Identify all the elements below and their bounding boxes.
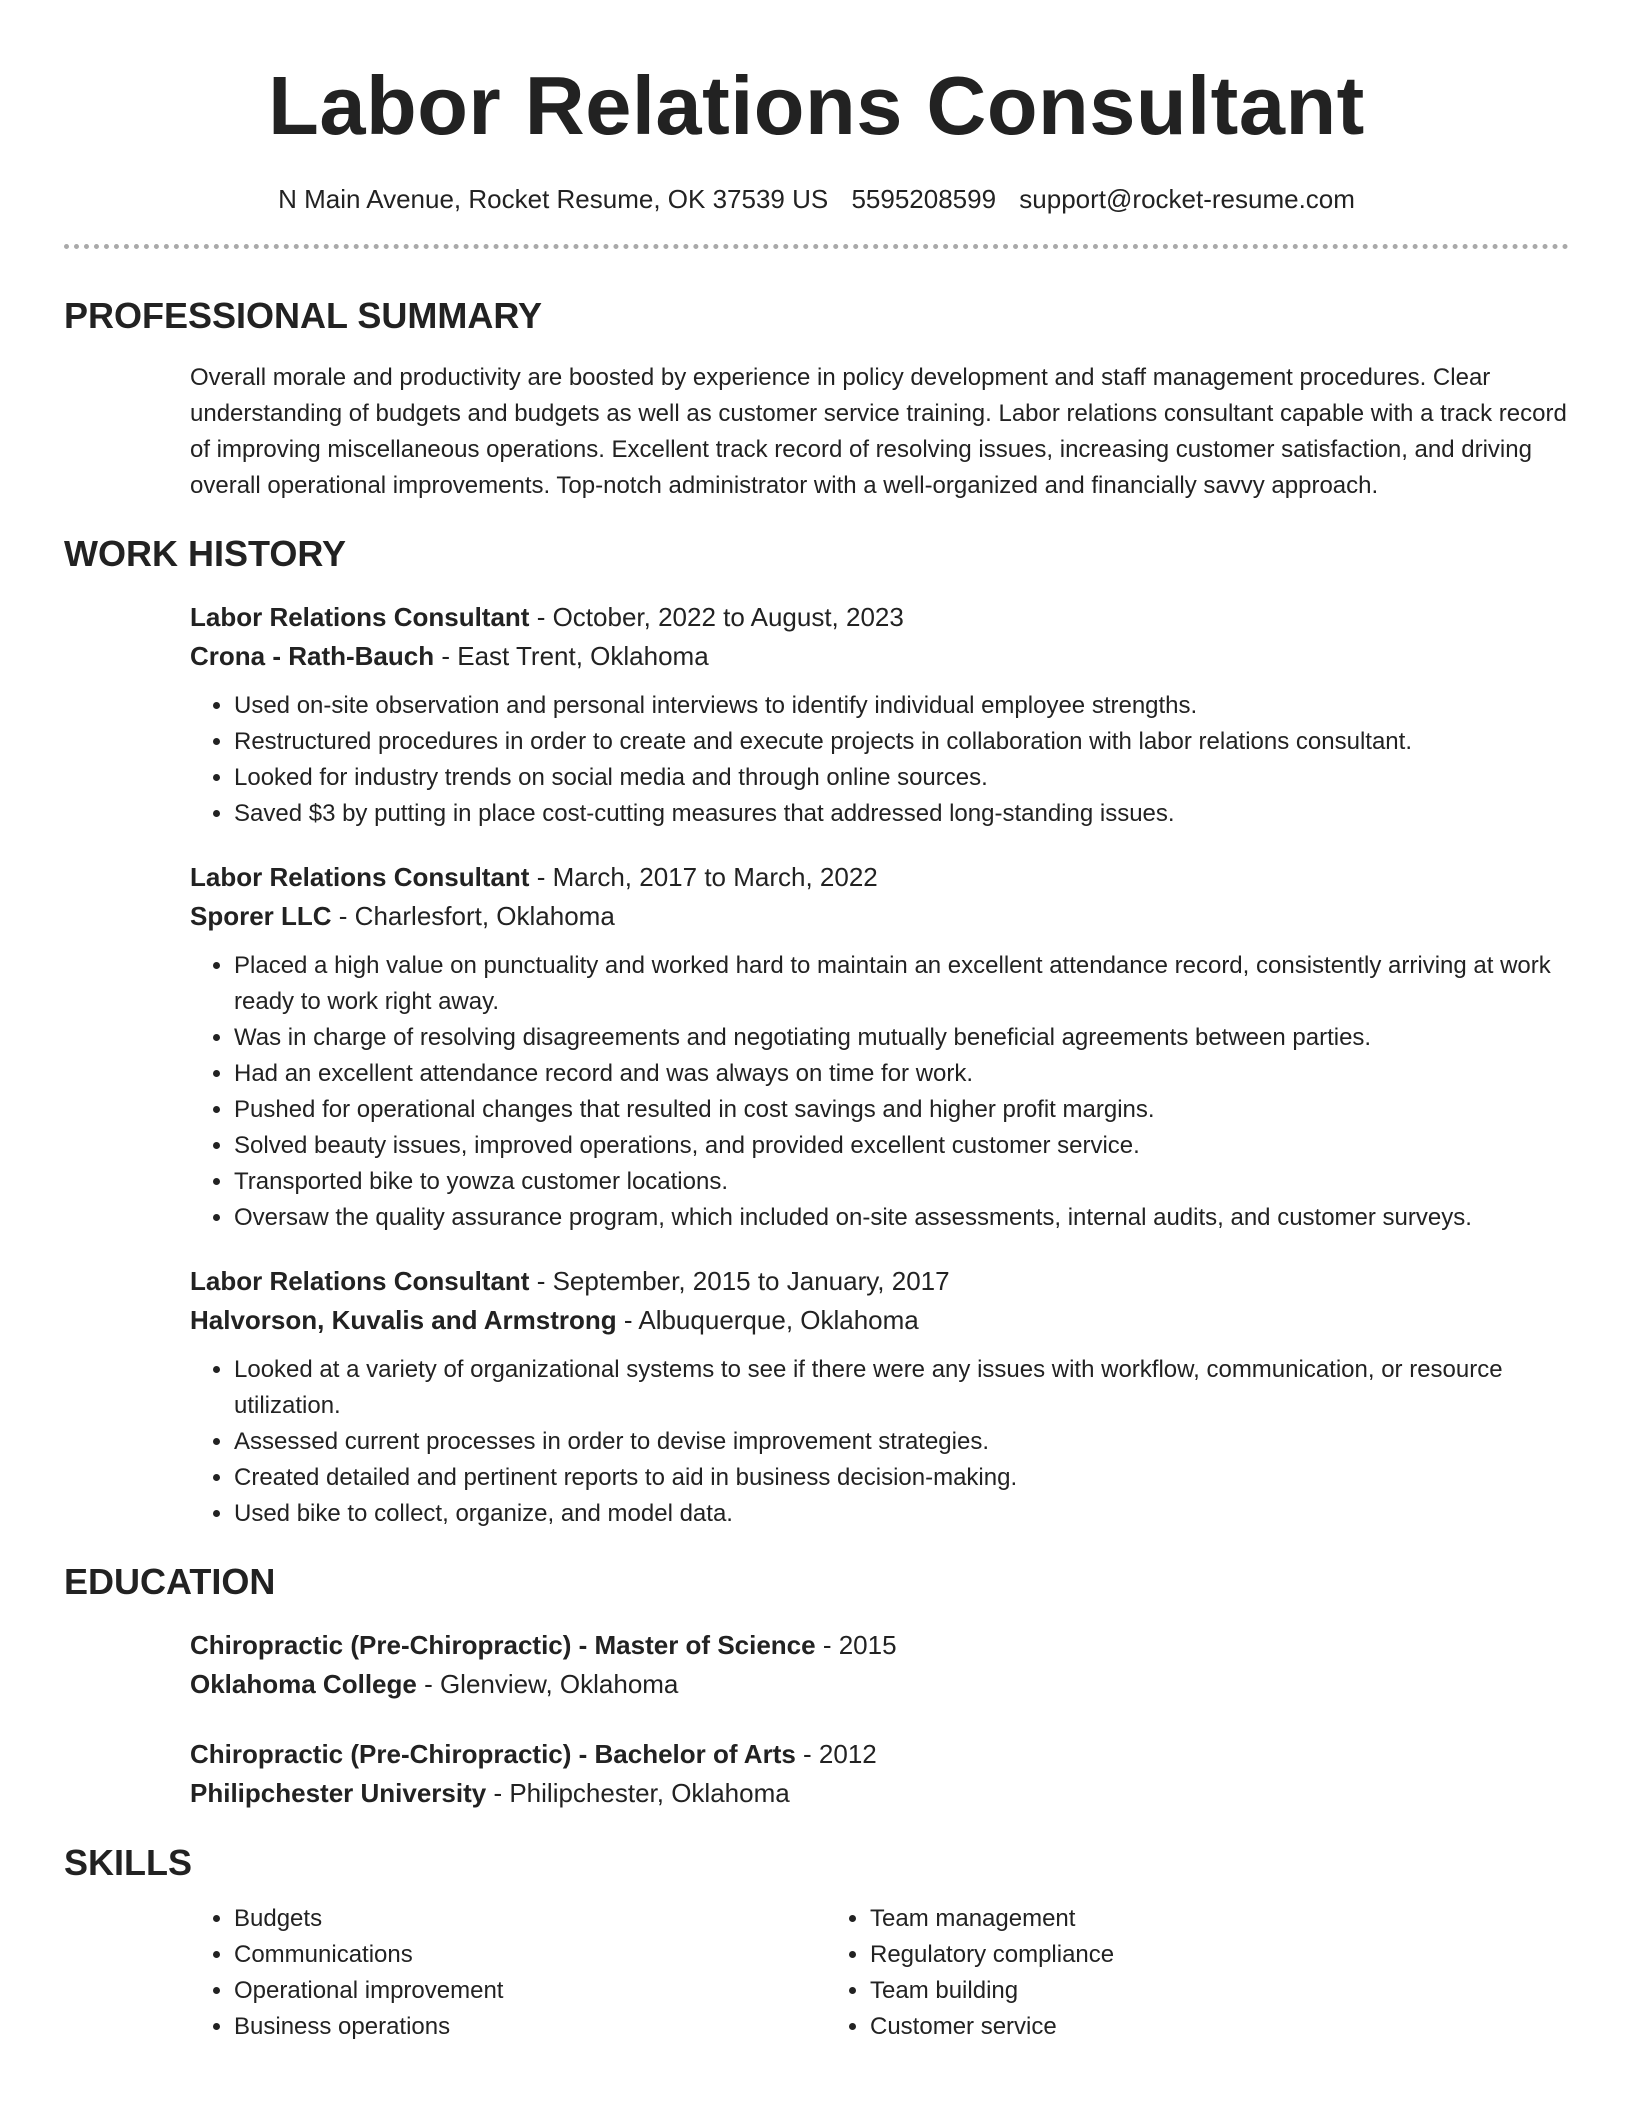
job-company: Sporer LLC [190, 901, 332, 931]
list-item: • Pushed for operational changes that resulted in cost savings and higher profit margins. [234, 1092, 1569, 1128]
list-item: • Created detailed and pertinent reports to aid in business decision-making. [234, 1460, 1569, 1496]
job-entry [190, 598, 1569, 832]
list-item: • Looked for industry trends on social media and through online sources. [234, 760, 1569, 796]
job-company-line [190, 1301, 1569, 1340]
list-item: • Restructured procedures in order to create and execute projects in collaboration with labor relations consultant. [234, 724, 1569, 760]
list-item: • Solved beauty issues, improved operations, and provided excellent customer service. [234, 1128, 1569, 1164]
section-title-work: WORK HISTORY [64, 533, 347, 574]
job-bullets [190, 1352, 1569, 1532]
job-bullets [190, 688, 1569, 832]
header-divider [64, 244, 1569, 249]
degree-year: - 2015 [815, 1630, 897, 1660]
job-dates: - October, 2022 to August, 2023 [529, 602, 904, 632]
skills-column-right [826, 1901, 1462, 2045]
job-entry [190, 858, 1569, 1236]
resume-page [64, 0, 1569, 2045]
job-company: Crona - Rath-Bauch [190, 641, 435, 671]
skills-list [190, 1901, 1569, 2045]
list-item: • Oversaw the quality assurance program, which included on-site assessments, internal audits, and customer surveys. [234, 1200, 1569, 1236]
education-entry [190, 1626, 1569, 1704]
skill-item: • Team building [870, 1973, 1462, 2009]
school-line [190, 1774, 1569, 1813]
job-dates: - September, 2015 to January, 2017 [529, 1266, 950, 1296]
job-title-line [190, 598, 1569, 637]
job-company-line [190, 897, 1569, 936]
job-dates: - March, 2017 to March, 2022 [529, 862, 878, 892]
section-title-summary: PROFESSIONAL SUMMARY [64, 295, 543, 336]
list-item: • Looked at a variety of organizational systems to see if there were any issues with workflow, communication, or resource utilization. [234, 1352, 1569, 1424]
degree: Chiropractic (Pre-Chiropractic) - Bachelor of Arts [190, 1739, 796, 1769]
phone: 5595208599 [851, 184, 997, 214]
skill-item: • Budgets [234, 1901, 826, 1937]
job-entry [190, 1262, 1569, 1532]
address: N Main Avenue, Rocket Resume, OK 37539 US [278, 184, 829, 214]
skill-item: • Customer service [870, 2009, 1462, 2045]
skill-item: • Business operations [234, 2009, 826, 2045]
skill-item: • Regulatory compliance [870, 1937, 1462, 1973]
skill-item: • Operational improvement [234, 1973, 826, 2009]
list-item: • Placed a high value on punctuality and worked hard to maintain an excellent attendance record, consistently arriving at work ready to work right away. [234, 948, 1569, 1020]
list-item: • Had an excellent attendance record and was always on time for work. [234, 1056, 1569, 1092]
school-location: - Philipchester, Oklahoma [486, 1778, 790, 1808]
degree-year: - 2012 [795, 1739, 877, 1769]
job-title-line [190, 1262, 1569, 1301]
job-title: Labor Relations Consultant [190, 1266, 530, 1296]
job-location: - Charlesfort, Oklahoma [331, 901, 615, 931]
list-item: • Was in charge of resolving disagreements and negotiating mutually beneficial agreements between parties. [234, 1020, 1569, 1056]
list-item: • Transported bike to yowza customer locations. [234, 1164, 1569, 1200]
job-title: Labor Relations Consultant [190, 862, 530, 892]
degree-line [190, 1735, 1569, 1774]
degree: Chiropractic (Pre-Chiropractic) - Master of Science [190, 1630, 816, 1660]
email: support@rocket-resume.com [1019, 184, 1355, 214]
section-title-education: EDUCATION [64, 1561, 276, 1602]
skills-column-left [190, 1901, 826, 2045]
list-item: • Used bike to collect, organize, and model data. [234, 1496, 1569, 1532]
job-bullets [190, 948, 1569, 1236]
summary-text: Overall morale and productivity are boosted by experience in policy development and staff management procedures. Clear understanding of budgets and budgets as well as customer service training. Labor relations consultant capable with a track record of improving miscellaneous operations. Excellent track record of resolving issues, increasing customer satisfaction, and driving overall operational improvements. Top-notch administrator with a well-organized and financially savvy approach. [190, 364, 1567, 499]
job-title: Labor Relations Consultant [190, 602, 530, 632]
education-entry [190, 1735, 1569, 1813]
school: Philipchester University [190, 1778, 487, 1808]
candidate-name: Labor Relations Consultant [268, 59, 1365, 152]
job-company-line [190, 637, 1569, 676]
list-item: • Saved $3 by putting in place cost-cutting measures that addressed long-standing issues. [234, 796, 1569, 832]
list-item: • Assessed current processes in order to devise improvement strategies. [234, 1424, 1569, 1460]
skill-item: • Communications [234, 1937, 826, 1973]
degree-line [190, 1626, 1569, 1665]
school-location: - Glenview, Oklahoma [416, 1669, 679, 1699]
list-item: • Used on-site observation and personal interviews to identify individual employee strengths. [234, 688, 1569, 724]
job-company: Halvorson, Kuvalis and Armstrong [190, 1305, 617, 1335]
school-line [190, 1665, 1569, 1704]
school: Oklahoma College [190, 1669, 417, 1699]
job-title-line [190, 858, 1569, 897]
section-title-skills: SKILLS [64, 1842, 193, 1883]
skill-item: • Team management [870, 1901, 1462, 1937]
job-location: - Albuquerque, Oklahoma [616, 1305, 919, 1335]
job-location: - East Trent, Oklahoma [434, 641, 709, 671]
contact-info [64, 182, 1569, 216]
